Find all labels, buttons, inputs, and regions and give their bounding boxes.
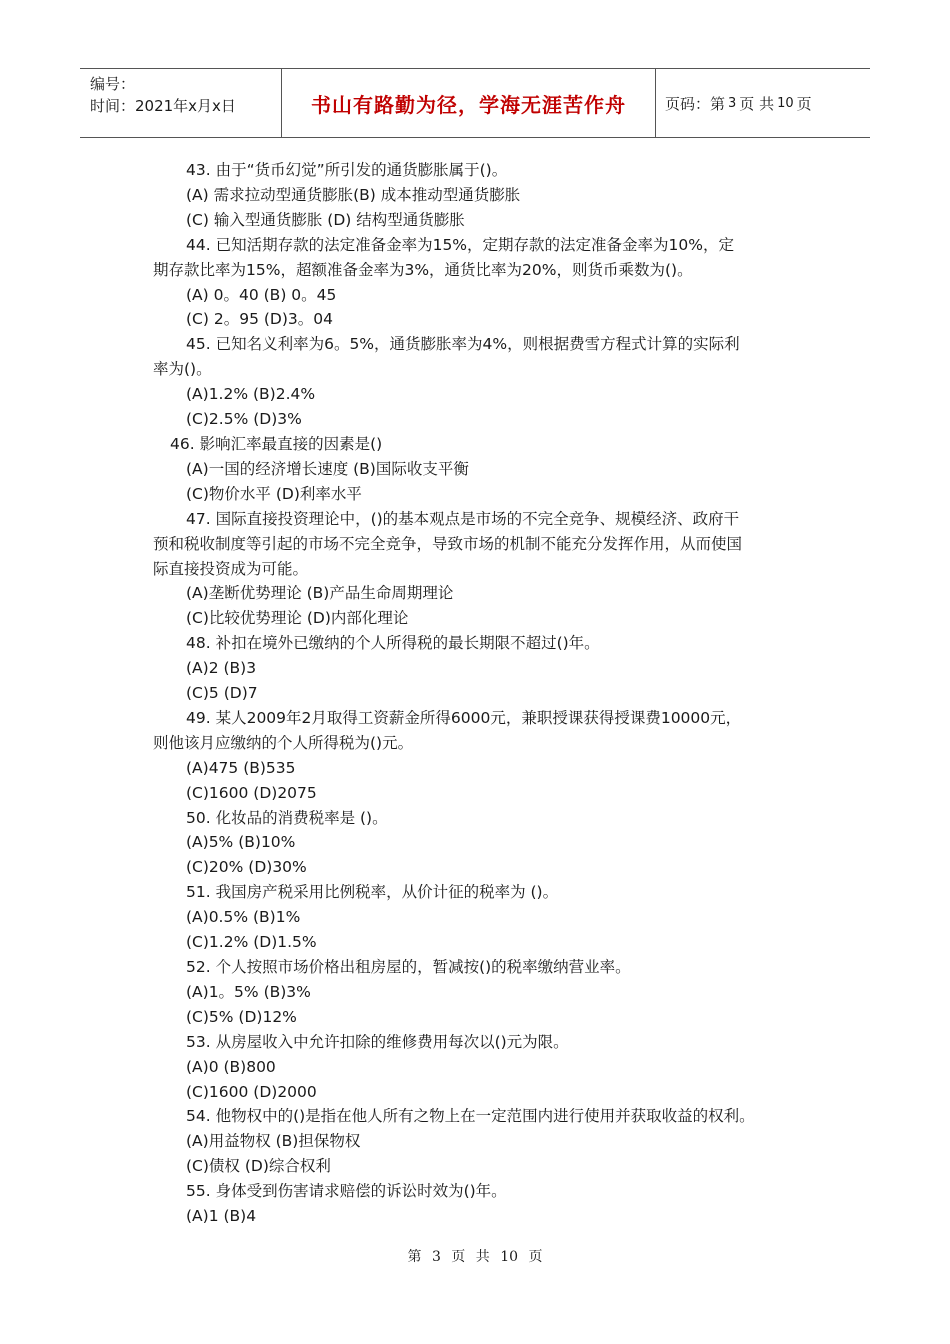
q47-options-cd: (C)比较优势理论 (D)内部化理论 (186, 609, 409, 628)
q44-stem: 44. 已知活期存款的法定准备金率为15%，定期存款的法定准备金率为10%，定 (186, 235, 734, 254)
q49-stem-cont: 则他该月应缴纳的个人所得税为()元。 (153, 733, 414, 752)
q55-options-ab: (A)1 (B)4 (186, 1207, 257, 1226)
q43-options-cd: (C) 输入型通货膨胀 (D) 结构型通货膨胀 (186, 210, 465, 229)
q43-options-ab: (A) 需求拉动型通货膨胀(B) 成本推动型通货膨胀 (186, 185, 521, 204)
page-total: 10 (777, 95, 794, 111)
q49-options-cd: (C)1600 (D)2075 (186, 783, 317, 802)
q44-options-cd: (C) 2。95 (D)3。04 (186, 310, 333, 329)
q50-options-ab: (A)5% (B)10% (186, 833, 296, 852)
q48-stem: 48. 补扣在境外已缴纳的个人所得税的最长期限不超过()年。 (186, 634, 600, 653)
q54-stem: 54. 他物权中的()是指在他人所有之物上在一定范围内进行使用并获取收益的权利。 (186, 1107, 755, 1126)
q45-stem-cont: 率为()。 (153, 360, 212, 379)
q45-stem: 45. 已知名义利率为6。5%，通货膨胀率为4%，则根据费雪方程式计算的实际利 (186, 335, 740, 354)
q52-stem: 52. 个人按照市场价格出租房屋的，暂减按()的税率缴纳营业率。 (186, 958, 631, 976)
q54-options-cd: (C)债权 (D)综合权利 (186, 1157, 331, 1176)
q44-options-ab: (A) 0。40 (B) 0。45 (186, 285, 337, 304)
q46-stem: 46. 影响汇率最直接的因素是() (170, 434, 383, 453)
number-label: 编号： (90, 75, 136, 93)
q48-options-ab: (A)2 (B)3 (186, 659, 257, 678)
q50-stem: 50. 化妆品的消费税率是 ()。 (186, 808, 388, 827)
q49-stem: 49. 某人2009年2月取得工资薪金所得6000元，兼职授课获得授课费10000元， (186, 708, 742, 727)
q51-stem: 51. 我国房产税采用比例税率，从价计征的税率为 ()。 (186, 883, 559, 902)
page-suffix: 页 (796, 94, 812, 113)
q53-options-ab: (A)0 (B)800 (186, 1057, 276, 1076)
page-footer: 第 3 页 共 10 页 (407, 1249, 543, 1265)
page-prefix: 页码：第 (665, 94, 726, 113)
q45-options-ab: (A)1.2% (B)2.4% (186, 385, 316, 404)
header-meta (80, 69, 282, 137)
question-body (153, 158, 803, 1229)
q53-options-cd: (C)1600 (D)2000 (186, 1082, 317, 1101)
header-motto: 书山有路勤为径，学海无涯苦作舟 (282, 69, 656, 137)
q46-options-ab: (A)一国的经济增长速度 (B)国际收支平衡 (186, 459, 469, 478)
q53-stem: 53. 从房屋收入中允许扣除的维修费用每次以()元为限。 (186, 1032, 569, 1051)
page-mid: 页 共 (739, 94, 775, 113)
q55-stem: 55. 身体受到伤害请求赔偿的诉讼时效为()年。 (186, 1182, 507, 1201)
q49-options-ab: (A)475 (B)535 (186, 758, 296, 777)
q51-options-ab: (A)0.5% (B)1% (186, 908, 301, 927)
q45-options-cd: (C)2.5% (D)3% (186, 410, 302, 429)
q50-options-cd: (C)20% (D)30% (186, 858, 307, 877)
header-page-info (656, 69, 870, 137)
q47-stem-cont: 际直接投资成为可能。 (153, 559, 309, 578)
q46-options-cd: (C)物价水平 (D)利率水平 (186, 484, 362, 503)
time-label: 时间：2021年x月x日 (90, 97, 236, 115)
q47-stem: 47. 国际直接投资理论中，()的基本观点是市场的不完全竞争、规模经济、政府干 (186, 509, 740, 528)
q43-stem: 43. 由于“货币幻觉”所引发的通货膨胀属于()。 (186, 161, 508, 179)
q52-options-ab: (A)1。5% (B)3% (186, 982, 311, 1001)
q51-options-cd: (C)1.2% (D)1.5% (186, 933, 317, 952)
q47-stem-cont: 预和税收制度等引起的市场不完全竞争，导致市场的机制不能充分发挥作用，从而使国 (153, 534, 743, 553)
page-current: 3 (728, 95, 737, 111)
q47-options-ab: (A)垄断优势理论 (B)产品生命周期理论 (186, 584, 454, 603)
q52-options-cd: (C)5% (D)12% (186, 1007, 297, 1026)
q54-options-ab: (A)用益物权 (B)担保物权 (186, 1132, 361, 1151)
page-header (80, 68, 870, 138)
q48-options-cd: (C)5 (D)7 (186, 684, 258, 703)
q44-stem-cont: 期存款比率为15%，超额准备金率为3%，通货比率为20%，则货币乘数为()。 (153, 260, 693, 279)
